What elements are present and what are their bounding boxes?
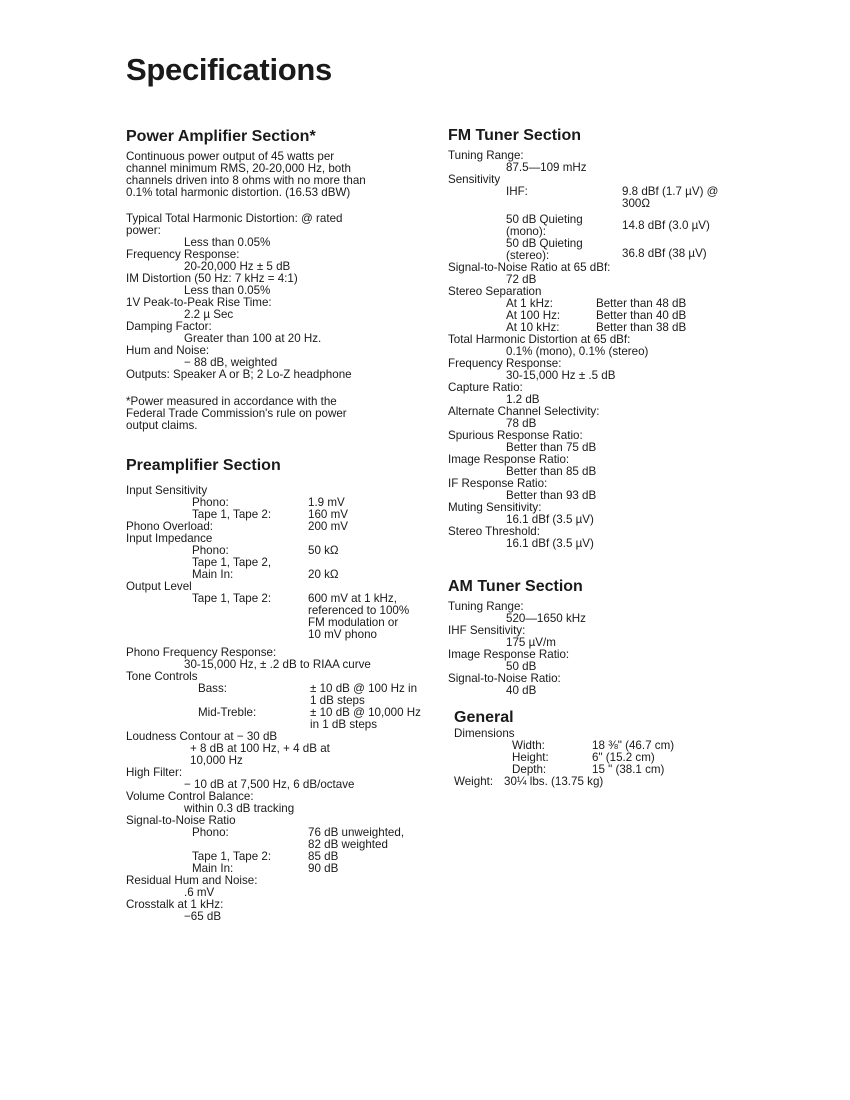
spec-label: Bass:	[198, 682, 227, 695]
dimensions-label: Dimensions	[454, 727, 515, 740]
power-amplifier-section	[126, 128, 438, 432]
power-amplifier-heading: Power Amplifier Section*	[126, 128, 316, 145]
am-tuner-section	[448, 578, 748, 697]
freq-response-label: Frequency Response:	[126, 248, 240, 261]
spec-label: At 1 kHz:	[506, 297, 554, 310]
fm-stereo-threshold-label: Stereo Threshold:	[448, 525, 540, 538]
damping-label: Damping Factor:	[126, 320, 212, 333]
page-title: Specifications	[126, 52, 332, 87]
fm-fr-value: 30-15,000 Hz ± .5 dB	[506, 369, 616, 382]
spec-label: Tape 1, Tape 2:	[192, 508, 272, 521]
label-line: 50 dB Quieting	[506, 213, 583, 226]
footnote-line: output claims.	[126, 419, 198, 432]
spec-row	[126, 863, 438, 875]
spec-value: 50 kΩ	[308, 544, 339, 557]
value-line: referenced to 100%	[308, 604, 410, 617]
value-line: FM modulation or	[308, 616, 399, 629]
am-tuner-heading: AM Tuner Section	[448, 578, 583, 595]
typical-thd-label	[126, 213, 438, 237]
am-ihf-value: 175 µV/m	[506, 636, 556, 649]
spec-row	[126, 569, 438, 581]
fm-muting-label: Muting Sensitivity:	[448, 501, 542, 514]
crosstalk-value: −65 dB	[184, 910, 222, 923]
fm-tuning-value: 87.5—109 mHz	[506, 161, 587, 174]
loudness-spec	[126, 731, 438, 767]
value-line: ± 10 dB @ 100 Hz in	[310, 682, 418, 695]
high-filter-label: High Filter:	[126, 766, 183, 779]
spec-label: Loudness Contour at − 30 dB	[126, 730, 278, 743]
spec-label: power:	[126, 224, 161, 237]
typical-thd-value: Less than 0.05%	[184, 236, 271, 249]
am-snr-label: Signal-to-Noise Ratio:	[448, 672, 561, 685]
outputs-line: Outputs: Speaker A or B; 2 Lo-Z headphone	[126, 368, 352, 381]
value-line: 1 dB steps	[310, 694, 365, 707]
im-distortion-value: Less than 0.05%	[184, 284, 271, 297]
spec-label: Height:	[512, 751, 549, 764]
input-sensitivity-label: Input Sensitivity	[126, 484, 208, 497]
output-level-label: Output Level	[126, 580, 192, 593]
spec-row	[448, 238, 748, 262]
rise-time-label: 1V Peak-to-Peak Rise Time:	[126, 296, 272, 309]
spec-value	[622, 186, 718, 210]
fm-tuning-label: Tuning Range:	[448, 149, 524, 162]
spec-label: Phono Overload:	[126, 520, 214, 533]
intro-line: 0.1% total harmonic distortion. (16.53 dBW)	[126, 186, 351, 199]
spec-value: 36.8 dBf (38 µV)	[622, 247, 707, 260]
spec-value: Better than 38 dB	[596, 321, 687, 334]
balance-value: within 0.3 dB tracking	[184, 802, 295, 815]
spec-value: 18 ⅜" (46.7 cm)	[592, 739, 675, 752]
spec-value	[308, 593, 409, 641]
spec-row	[454, 776, 748, 788]
fm-muting-value: 16.1 dBf (3.5 µV)	[506, 513, 594, 526]
value-line: in 1 dB steps	[310, 718, 378, 731]
spec-label: At 10 kHz:	[506, 321, 560, 334]
fm-spurious-label: Spurious Response Ratio:	[448, 429, 583, 442]
spec-label: Phono:	[192, 826, 229, 839]
spec-value: 85 dB	[308, 850, 339, 863]
am-ihf-label: IHF Sensitivity:	[448, 624, 526, 637]
residual-label: Residual Hum and Noise:	[126, 874, 258, 887]
footnote-line: Federal Trade Commission's rule on power	[126, 407, 347, 420]
spec-label: At 100 Hz:	[506, 309, 561, 322]
am-image-value: 50 dB	[506, 660, 537, 673]
am-tuning-label: Tuning Range:	[448, 600, 524, 613]
spec-label: Main In:	[192, 862, 234, 875]
value-line: 300Ω	[622, 197, 651, 210]
value-line: 9.8 dBf (1.7 µV) @	[622, 185, 719, 198]
label-line: (mono):	[506, 225, 546, 238]
input-impedance-label: Input Impedance	[126, 532, 213, 545]
intro-line: Continuous power output of 45 watts per	[126, 150, 335, 163]
intro-line: channel minimum RMS, 20-20,000 Hz, both	[126, 162, 351, 175]
balance-label: Volume Control Balance:	[126, 790, 254, 803]
spec-row	[126, 545, 438, 557]
rise-time-value: 2.2 µ Sec	[184, 308, 234, 321]
spec-value: 200 mV	[308, 520, 348, 533]
residual-value: .6 mV	[184, 886, 215, 899]
spec-row	[126, 827, 438, 851]
spec-label	[506, 214, 583, 238]
am-tuning-value: 520—1650 kHz	[506, 612, 586, 625]
spec-label: Phono:	[192, 544, 229, 557]
intro-line: channels driven into 8 ohms with no more than	[126, 174, 366, 187]
spec-label	[506, 238, 583, 262]
value-line: 10 mV phono	[308, 628, 377, 641]
spec-row	[126, 851, 438, 863]
spec-row	[448, 322, 748, 334]
fm-image-value: Better than 85 dB	[506, 465, 597, 478]
spec-label: Phono:	[192, 496, 229, 509]
preamplifier-section	[126, 457, 438, 923]
spec-row	[448, 186, 748, 214]
crosstalk-label: Crosstalk at 1 kHz:	[126, 898, 224, 911]
phono-fr-value: 30-15,000 Hz, ± .2 dB to RIAA curve	[184, 658, 371, 671]
spec-value: 6" (15.2 cm)	[592, 751, 655, 764]
spec-value: Better than 48 dB	[596, 297, 687, 310]
fm-snr-label: Signal-to-Noise Ratio at 65 dBf:	[448, 261, 611, 274]
fm-sensitivity-label: Sensitivity	[448, 173, 501, 186]
spec-label: Depth:	[512, 763, 547, 776]
spec-row	[126, 593, 438, 641]
fm-capture-value: 1.2 dB	[506, 393, 540, 406]
freq-response-value: 20-20,000 Hz ± 5 dB	[184, 260, 291, 273]
spec-label: Tape 1, Tape 2:	[192, 850, 272, 863]
im-distortion-label: IM Distortion (50 Hz: 7 kHz = 4:1)	[126, 272, 298, 285]
fm-spurious-value: Better than 75 dB	[506, 441, 597, 454]
fm-alt-value: 78 dB	[506, 417, 537, 430]
fm-stereo-threshold-value: 16.1 dBf (3.5 µV)	[506, 537, 594, 550]
am-snr-value: 40 dB	[506, 684, 537, 697]
spec-value: 15 " (38.1 cm)	[592, 763, 665, 776]
value-line: 76 dB unweighted,	[308, 826, 405, 839]
spec-value: 160 mV	[308, 508, 348, 521]
spec-value: 1.9 mV	[308, 496, 345, 509]
tone-controls-label: Tone Controls	[126, 670, 198, 683]
label-line: (stereo):	[506, 249, 550, 262]
damping-value: Greater than 100 at 20 Hz.	[184, 332, 322, 345]
spec-value: + 8 dB at 100 Hz, + 4 dB at	[190, 742, 330, 755]
spec-value: Better than 40 dB	[596, 309, 687, 322]
spec-label: Width:	[512, 739, 545, 752]
spec-label: Mid-Treble:	[198, 706, 257, 719]
hum-noise-value: − 88 dB, weighted	[184, 356, 278, 369]
spec-row	[126, 683, 438, 707]
label-line: 50 dB Quieting	[506, 237, 583, 250]
value-line: ± 10 dB @ 10,000 Hz	[310, 706, 421, 719]
power-footnote	[126, 396, 438, 432]
preamplifier-heading: Preamplifier Section	[126, 457, 281, 474]
fm-thd-value: 0.1% (mono), 0.1% (stereo)	[506, 345, 649, 358]
snr-label: Signal-to-Noise Ratio	[126, 814, 236, 827]
hum-noise-label: Hum and Noise:	[126, 344, 210, 357]
spec-value: 90 dB	[308, 862, 339, 875]
value-line: 82 dB weighted	[308, 838, 388, 851]
fm-if-label: IF Response Ratio:	[448, 477, 548, 490]
spec-row	[448, 214, 748, 238]
spec-label: Main In:	[192, 568, 234, 581]
fm-tuner-section	[448, 127, 748, 550]
spec-value: 20 kΩ	[308, 568, 339, 581]
spec-value: 10,000 Hz	[190, 754, 243, 767]
spec-label: Weight:	[454, 775, 494, 788]
spec-row	[126, 707, 438, 731]
spec-label: IHF:	[506, 185, 528, 198]
spec-value	[310, 683, 417, 707]
fm-capture-label: Capture Ratio:	[448, 381, 523, 394]
general-section	[448, 709, 748, 788]
spec-value	[310, 707, 421, 731]
spec-value: 14.8 dBf (3.0 µV)	[622, 219, 710, 232]
left-column	[126, 128, 438, 923]
fm-image-label: Image Response Ratio:	[448, 453, 570, 466]
high-filter-value: − 10 dB at 7,500 Hz, 6 dB/octave	[184, 778, 355, 791]
phono-fr-label: Phono Frequency Response:	[126, 646, 277, 659]
fm-tuner-heading: FM Tuner Section	[448, 127, 582, 144]
fm-thd-label: Total Harmonic Distortion at 65 dBf:	[448, 333, 631, 346]
am-image-label: Image Response Ratio:	[448, 648, 570, 661]
spec-row	[126, 497, 438, 509]
general-heading: General	[454, 709, 514, 726]
spec-value	[308, 827, 404, 851]
spec-label: Tape 1, Tape 2:	[192, 592, 272, 605]
fm-separation-label: Stereo Separation	[448, 285, 542, 298]
spec-value: 30¼ lbs. (13.75 kg)	[504, 775, 604, 788]
fm-fr-label: Frequency Response:	[448, 357, 562, 370]
footnote-line: *Power measured in accordance with the	[126, 395, 337, 408]
right-column	[448, 127, 748, 788]
fm-snr-value: 72 dB	[506, 273, 537, 286]
spec-label: Typical Total Harmonic Distortion: @ rated	[126, 212, 343, 225]
value-line: 600 mV at 1 kHz,	[308, 592, 397, 605]
spec-row	[126, 521, 438, 533]
fm-alt-label: Alternate Channel Selectivity:	[448, 405, 600, 418]
fm-if-value: Better than 93 dB	[506, 489, 597, 502]
spec-label: Tape 1, Tape 2,	[192, 556, 272, 569]
power-intro	[126, 151, 438, 199]
